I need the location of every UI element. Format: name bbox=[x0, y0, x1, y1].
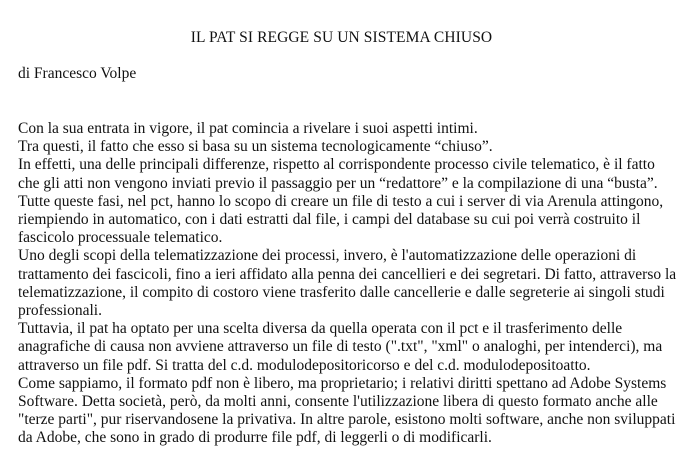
article-body bbox=[18, 120, 678, 448]
paragraph: Con la sua entrata in vigore, il pat comincia a rivelare i suoi aspetti intimi. bbox=[18, 120, 478, 137]
paragraph: Tuttavia, il pat ha optato per una scelta diversa da quella operata con il pct e il trasferimento delle anagrafiche di causa non avviene attraverso un file di testo (".txt", "xml" o analoghi, per intenderci), ma attraverso un file pdf. Si tratta del c.d. modulodepositoricorso e del c.d. modulodepositoatto. bbox=[18, 320, 663, 374]
paragraph: Tra questi, il fatto che esso si basa su un sistema tecnologicamente “chiuso”. bbox=[18, 138, 493, 156]
paragraph: Come sappiamo, il formato pdf non è libero, ma proprietario; i relativi diritti spettano ad Adobe Systems Software. Detta società, però, da molti anni, consente l'utilizzazione libera di questo formato anche alle "terze parti", pur riservandosene la privativa. In altre parole, esistono molti software, anche non sviluppati da Adobe, che sono in grado di produrre file pdf, di leggerli o di modificarli. bbox=[18, 374, 676, 447]
article-byline: di Francesco Volpe bbox=[18, 65, 137, 82]
article-title: IL PAT SI REGGE SU UN SISTEMA CHIUSO bbox=[190, 29, 493, 46]
paragraph: In effetti, una delle principali differenze, rispetto al corrispondente processo civile telematico, è il fatto che gli atti non vengono inviati previo il passaggio per un “redattore” e la compilazione di una “busta”. Tutte queste fasi, nel pct, hanno lo scopo di creare un file di testo a cui i server di via Arenula attingono, riempiendo in automatico, con i dati estratti dal file, i campi del database su cui poi verrà costruito il fascicolo processuale telematico. bbox=[18, 156, 664, 247]
paragraph: Uno degli scopi della telematizzazione dei processi, invero, è l'automatizzazione delle operazioni di trattamento dei fascicoli, fino a ieri affidato alla penna dei cancellieri e dei segretari. Di fatto, attraverso la telematizzazione, il compito di costoro viene trasferito dalle cancellerie e dalle segreterie ai singoli studi professionali. bbox=[18, 247, 677, 320]
